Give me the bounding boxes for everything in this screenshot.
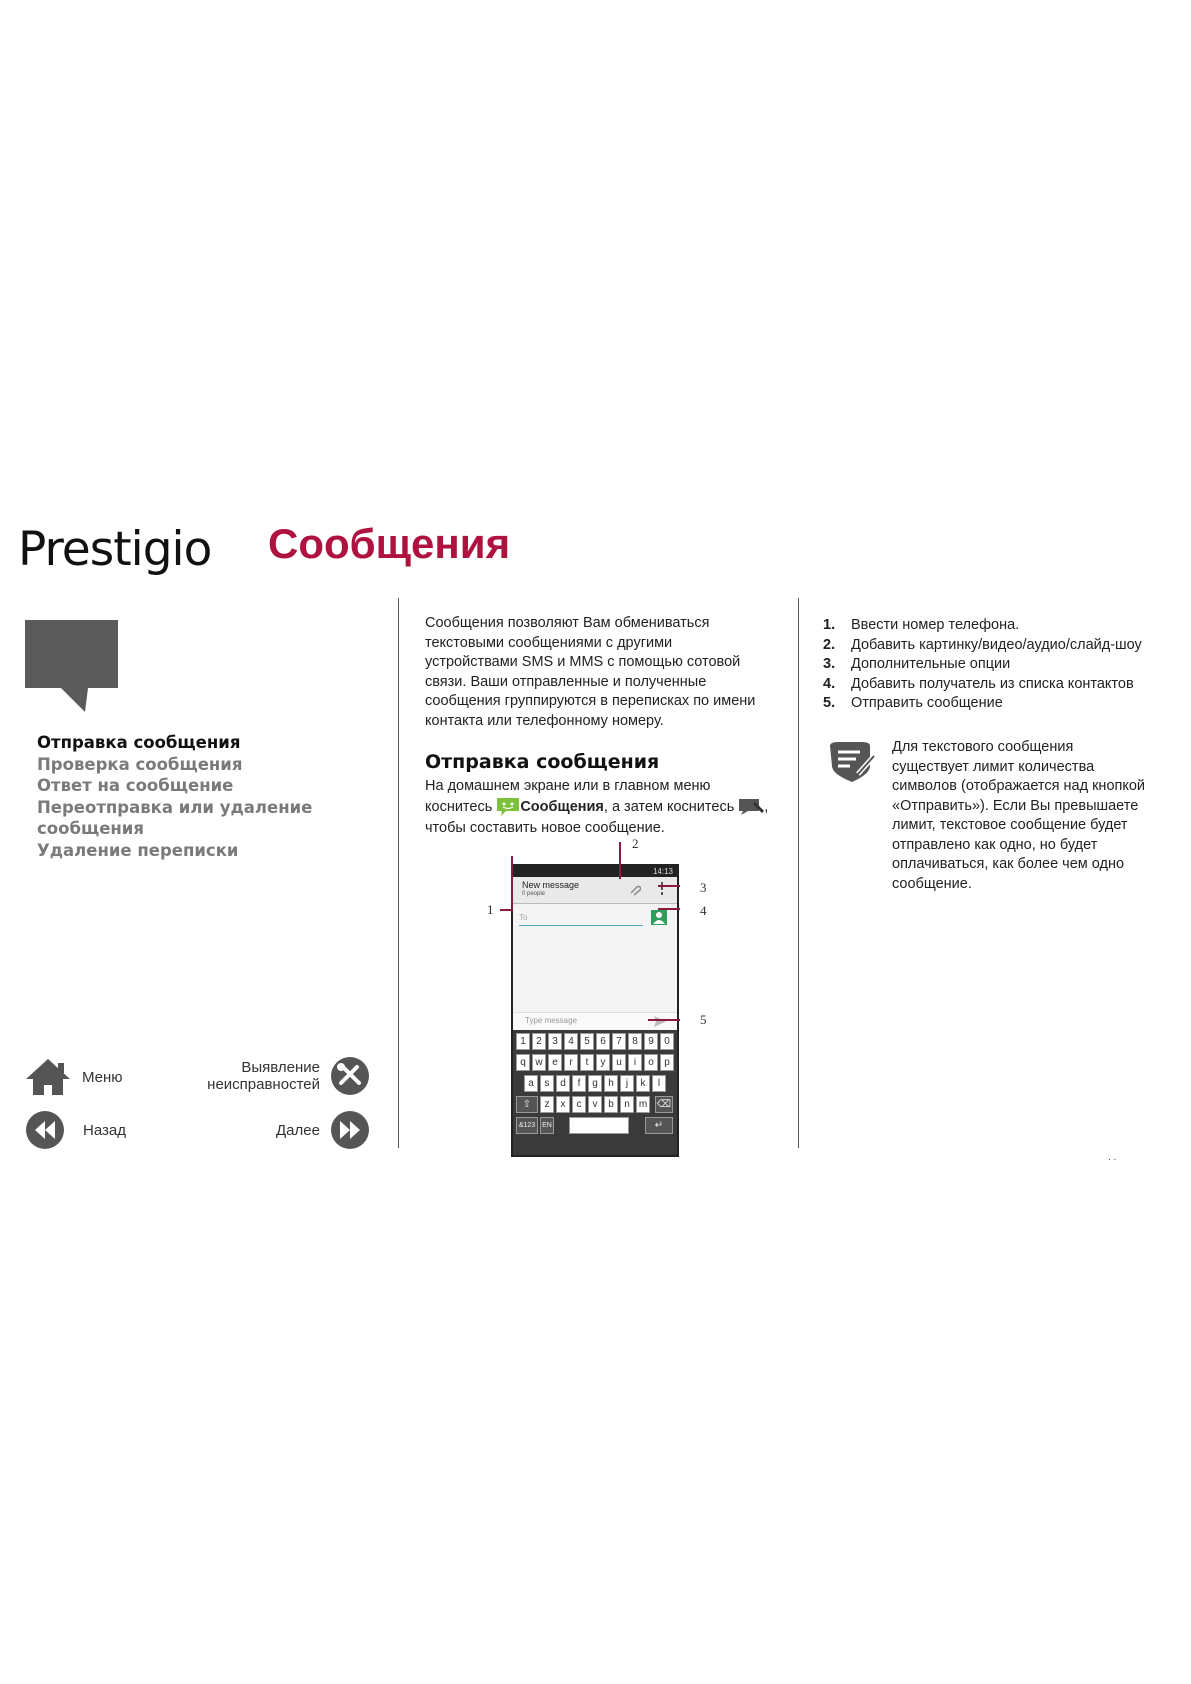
step-item xyxy=(823,694,1173,714)
note-line: сообщение. xyxy=(892,875,972,892)
toc-item-resend-cont[interactable]: сообщения xyxy=(37,819,144,838)
status-time: 14:13 xyxy=(652,867,673,876)
section-line3: чтобы составить новое сообщение. xyxy=(425,820,665,836)
key-z[interactable]: z xyxy=(540,1096,554,1113)
rewind-icon xyxy=(25,1110,65,1150)
troubleshoot-line2: неисправностей xyxy=(207,1076,320,1093)
toc-item-send[interactable]: Отправка сообщения xyxy=(37,733,241,752)
section-text: коснитесь xyxy=(425,799,493,815)
key-1[interactable]: 1 xyxy=(516,1033,530,1050)
key-r[interactable]: r xyxy=(564,1054,578,1071)
key-j[interactable]: j xyxy=(620,1075,634,1092)
key-g[interactable]: g xyxy=(588,1075,602,1092)
key-0[interactable]: 0 xyxy=(660,1033,674,1050)
step-item xyxy=(823,636,1173,656)
column-divider-right xyxy=(798,598,799,1148)
step-number: 3. xyxy=(823,656,836,672)
back-button[interactable] xyxy=(25,1110,126,1150)
step-item xyxy=(823,675,1173,695)
note-line: Для текстового сообщения xyxy=(892,739,1074,755)
key-n[interactable]: n xyxy=(620,1096,634,1113)
note-paragraph xyxy=(892,738,1162,894)
troubleshoot-line1: Выявление xyxy=(241,1059,320,1076)
key-m[interactable]: m xyxy=(636,1096,650,1113)
key-symbols[interactable]: &123 xyxy=(516,1117,538,1134)
intro-line: контакта или телефонному номеру. xyxy=(425,712,664,729)
speech-bubble-icon xyxy=(25,620,120,716)
intro-line: текстовыми сообщениями с другими xyxy=(425,634,673,651)
key-6[interactable]: 6 xyxy=(596,1033,610,1050)
messages-app-name: Сообщения xyxy=(520,799,604,815)
key-7[interactable]: 7 xyxy=(612,1033,626,1050)
steps-list xyxy=(823,616,1173,714)
callout-1: 1 xyxy=(487,902,494,917)
note-icon xyxy=(828,740,876,784)
callout-2: 2 xyxy=(632,836,639,851)
section-paragraph xyxy=(425,776,785,839)
messages-app-icon xyxy=(496,797,520,817)
section-line1: На домашнем экране или в главном меню xyxy=(425,778,711,794)
step-text: Дополнительные опции xyxy=(851,656,1011,672)
compose-subtitle: 0 people xyxy=(522,891,546,897)
key-delete[interactable]: ⌫ xyxy=(655,1096,673,1113)
key-3[interactable]: 3 xyxy=(548,1033,562,1050)
note-line: существует лимит количества xyxy=(892,758,1095,775)
key-d[interactable]: d xyxy=(556,1075,570,1092)
menu-button[interactable] xyxy=(24,1057,123,1097)
toc-item-reply[interactable]: Ответ на сообщение xyxy=(37,776,234,795)
section-line2 xyxy=(425,797,785,818)
key-shift[interactable]: ⇧ xyxy=(516,1096,538,1113)
key-x[interactable]: x xyxy=(556,1096,570,1113)
step-text: Ввести номер телефона. xyxy=(851,617,1020,633)
key-k[interactable]: k xyxy=(636,1075,650,1092)
key-f[interactable]: f xyxy=(572,1075,586,1092)
note-line: отправлено как одно, но будет xyxy=(892,836,1098,853)
key-w[interactable]: w xyxy=(532,1054,546,1071)
to-field[interactable]: To xyxy=(519,910,643,926)
section-text: , xyxy=(764,799,769,815)
fast-forward-icon xyxy=(330,1110,370,1150)
step-item xyxy=(823,616,1173,636)
section-text: , а затем коснитесь xyxy=(603,799,735,815)
key-o[interactable]: o xyxy=(644,1054,658,1071)
step-text: Добавить получатель из списка контактов xyxy=(851,675,1134,692)
key-i[interactable]: i xyxy=(628,1054,642,1071)
step-text: Добавить картинку/видео/аудио/слайд-шоу xyxy=(851,636,1142,653)
intro-line: устройствами SMS и MMS с помощью сотовой xyxy=(425,654,741,670)
intro-paragraph xyxy=(425,614,785,731)
type-message-input[interactable]: Type message xyxy=(525,1016,578,1025)
section-heading: Отправка сообщения xyxy=(425,751,660,773)
page-title: Сообщения xyxy=(268,520,511,567)
key-b[interactable]: b xyxy=(604,1096,618,1113)
key-4[interactable]: 4 xyxy=(564,1033,578,1050)
note-line: лимит, текстовое сообщение будет xyxy=(892,817,1128,833)
key-enter[interactable]: ↵ xyxy=(645,1117,673,1134)
key-space[interactable] xyxy=(569,1117,629,1134)
prestigio-logo: Prestigio xyxy=(18,522,212,577)
key-h[interactable]: h xyxy=(604,1075,618,1092)
key-v[interactable]: v xyxy=(588,1096,602,1113)
back-label: Назад xyxy=(83,1121,126,1139)
step-item xyxy=(823,655,1173,675)
note-line: символов (отображается над кнопкой xyxy=(892,778,1146,794)
step-text: Отправить сообщение xyxy=(851,695,1003,711)
next-button[interactable] xyxy=(276,1110,370,1150)
callout-5: 5 xyxy=(700,1012,707,1027)
toc xyxy=(37,732,357,861)
intro-line: Сообщения позволяют Вам обмениваться xyxy=(425,615,710,631)
key-8[interactable]: 8 xyxy=(628,1033,642,1050)
key-q[interactable]: q xyxy=(516,1054,530,1071)
new-message-icon xyxy=(738,797,764,817)
compose-title: New message xyxy=(522,880,580,890)
callout-3: 3 xyxy=(700,880,707,895)
toc-item-delete-thread[interactable]: Удаление переписки xyxy=(37,840,239,860)
key-c[interactable]: c xyxy=(572,1096,586,1113)
key-s[interactable]: s xyxy=(540,1075,554,1092)
tools-icon[interactable] xyxy=(330,1056,370,1096)
key-u[interactable]: u xyxy=(612,1054,626,1071)
key-a[interactable]: a xyxy=(524,1075,538,1092)
key-p[interactable]: p xyxy=(660,1054,674,1071)
note-line: «Отправить»). Если Вы превышаете xyxy=(892,797,1139,814)
key-l[interactable]: l xyxy=(652,1075,666,1092)
column-divider-left xyxy=(398,598,399,1148)
callout-4: 4 xyxy=(700,903,707,918)
callout-lines xyxy=(480,836,720,1026)
step-number: 2. xyxy=(823,636,836,653)
keyboard xyxy=(513,1030,677,1155)
intro-line: связи. Ваши отправленные и полученные xyxy=(425,673,707,690)
key-e[interactable]: e xyxy=(548,1054,562,1071)
key-9[interactable]: 9 xyxy=(644,1033,658,1050)
next-label: Далее xyxy=(276,1121,320,1139)
toc-item-check[interactable]: Проверка сообщения xyxy=(37,754,243,774)
key-2[interactable]: 2 xyxy=(532,1033,546,1050)
page-mark: . . xyxy=(1108,1152,1117,1163)
key-language[interactable]: EN xyxy=(540,1117,554,1134)
step-number: 5. xyxy=(823,695,836,711)
key-y[interactable]: y xyxy=(596,1054,610,1071)
menu-label: Меню xyxy=(82,1068,123,1086)
step-number: 4. xyxy=(823,675,836,692)
note-line: оплачиваться, как более чем одно xyxy=(892,856,1125,872)
step-number: 1. xyxy=(823,617,836,633)
toc-item-resend[interactable]: Переотправка или удаление xyxy=(37,797,313,817)
key-t[interactable]: t xyxy=(580,1054,594,1071)
key-5[interactable]: 5 xyxy=(580,1033,594,1050)
home-icon xyxy=(24,1057,72,1097)
troubleshoot-label xyxy=(200,1059,320,1093)
intro-line: сообщения группируются в переписках по имени xyxy=(425,693,756,709)
